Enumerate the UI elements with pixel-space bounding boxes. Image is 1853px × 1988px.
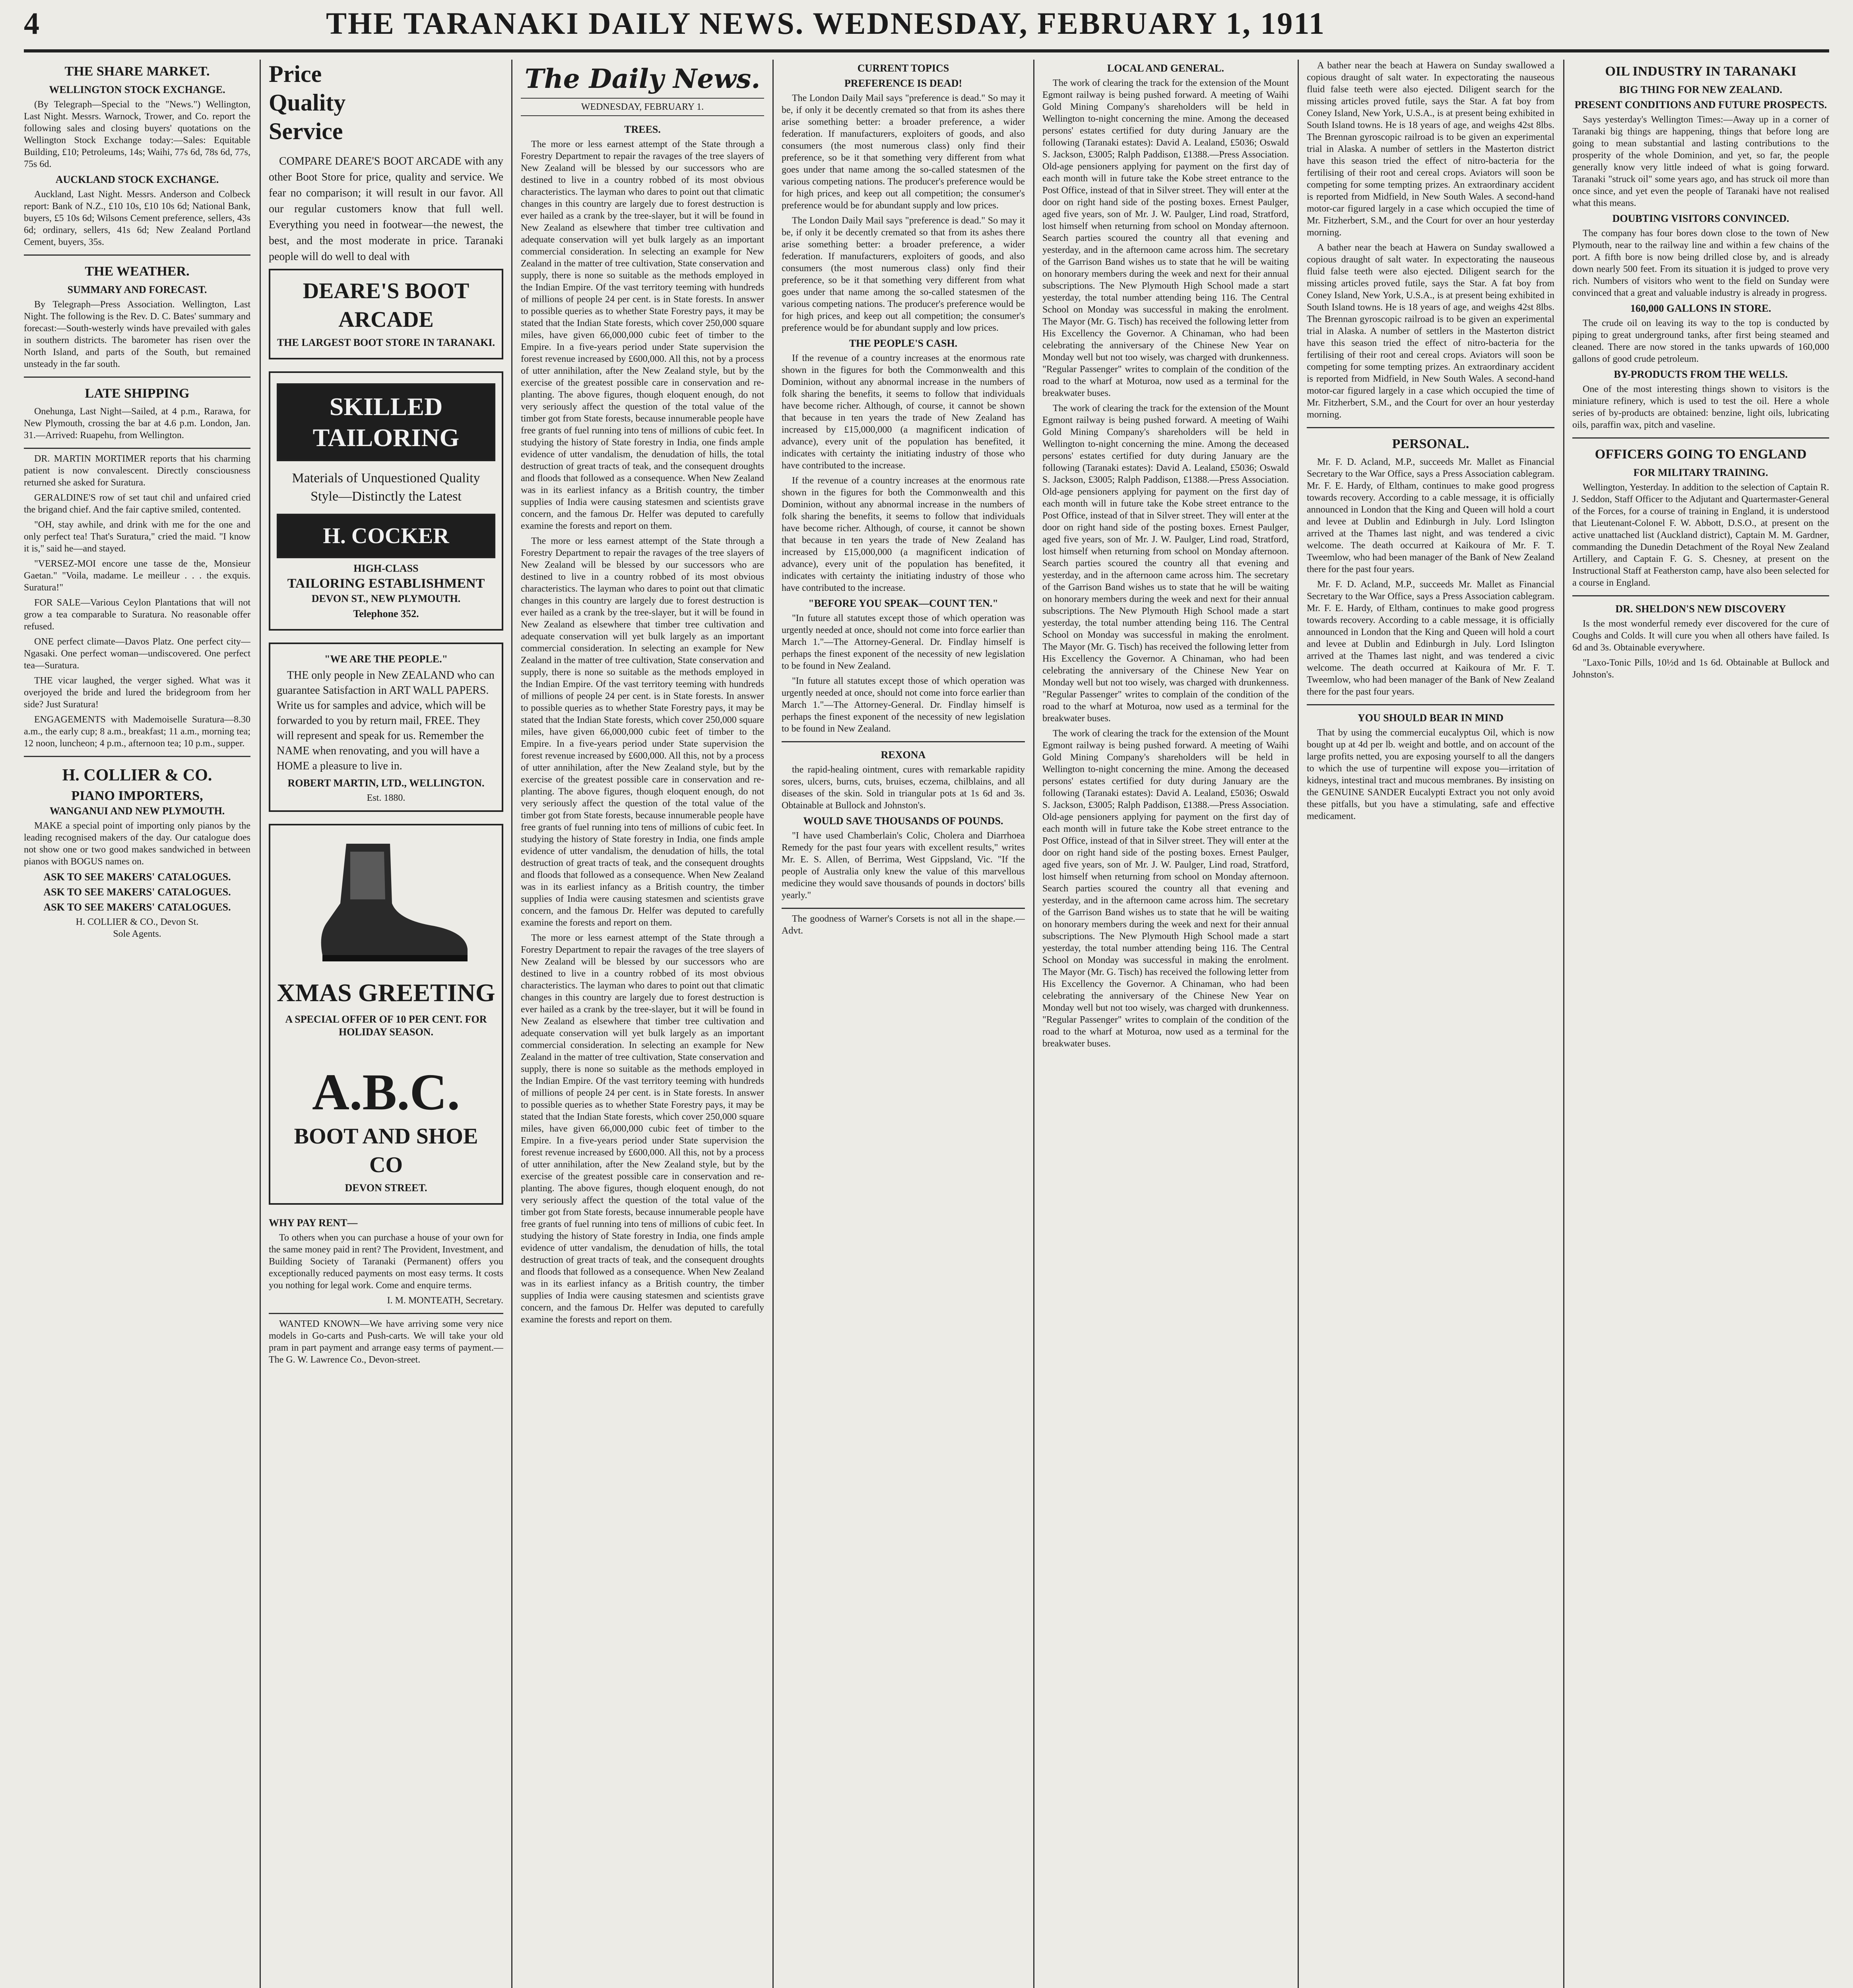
weather-text: By Telegraph—Press Association. Wellington, Last Night. The following is the Rev. D. C. Bates' summary and forecast:—South-westerly winds have prevailed with gales in southern districts. The barometer has risen over the North Island, and parts of the South, but remained unsteady in the far south.	[24, 299, 250, 369]
before-you-speak-text: "In future all statutes except those of which operation was urgently needed at once, should not come into force earlier than March 1."—The Attorney-General. Dr. Findlay himself is perhaps the finest exponent of the necessity of new legislation to be found in New Zealand.	[782, 676, 1025, 734]
oil-text: Says yesterday's Wellington Times:—Away up in a corner of Taranaki big things are happening, things that before long are going to mean substantial and lasting contributions to the prosperity of the whole Dominion, and yet, so far, the people generally know very little indeed of what is going forward. Taranaki "struck oil" some years ago, and has struck oil more than once since, and yet even the people of Taranaki have not realised what this means.	[1572, 115, 1829, 208]
suratura-ad: ENGAGEMENTS with Mademoiselle Suratura—8.30 a.m., the early cup; 8 a.m., breakfast; 11 a.m., morning tea; 12 noon, luncheon; 4 p.m., afternoon tea; 10 p.m., supper.	[24, 714, 250, 749]
collier-ask: ASK TO SEE MAKERS' CATALOGUES.	[43, 901, 231, 913]
would-save-heading: WOULD SAVE THOUSANDS OF POUNDS.	[803, 815, 1003, 827]
share-market-heading: THE SHARE MARKET.	[64, 64, 210, 79]
share-market-subheading: WELLINGTON STOCK EXCHANGE.	[49, 84, 225, 95]
masthead	[24, 6, 1829, 52]
trees-text: The more or less earnest attempt of the State through a Forestry Department to repair the ravages of the tree slayers of New Zealand will be blessed by our successors who are destined to live in a country robbed of its most obvious characteristics. The layman who dares to point out that climatic changes in this country are largely due to forest destruction is ever hailed as a crank by the tree-slayer, but it will be found in New Zealand as elsewhere that timber tree cultivation and adequate conservation will yet bulk largely as an important commercial consideration. In selecting an example for New Zealand in the matter of tree cultivation, State conservation and supply, there is none so suitable as the methods employed in the Indian Empire. Of the vast territory teeming with hundreds of millions of people 24 per cent. is in State forests. In answer to possible queries as to whether State Forestry pays, it may be stated that the Indian State forests, which cover 250,000 square miles, have given 66,000,000 cubic feet of timber to the Empire. In a five-years period under State supervision the forest revenue increased by £600,000. All this, not by a process of utter annihilation, after the New Zealand style, but by the exercise of the greatest possible care in conservation and re-planting. The above figures, though eloquent enough, do not very seriously affect the question of the total value of the timber got from State forests, because innumerable people have free grants of fuel running into tens of millions of cubic feet. In studying the history of State forestry in India, one finds ample evidence of utter vandalism, the denudation of hills, the total destruction of great tracts of teak, and the consequent droughts and floods that followed as a consequence. When New Zealand was in its earliest infancy as a British country, the timber supplies of India were causing statesmen and scientists grave concern, and the famous Dr. Helfer was deputed to carefully examine the forests and report on them.	[521, 536, 764, 928]
people-text: THE only people in New ZEALAND who can guarantee Satisfaction in ART WALL PAPERS. Write us for samples and advice, which will be forwarded to you by return mail, FREE. They will represent and speak for us. Remember the NAME when renovating, and you will have a HOME a pleasure to live in.	[277, 669, 495, 772]
preference-text: The London Daily Mail says "preference is dead." So may it be, if only it be decently cremated so that from its ashes there arise something better: a broader preference, a wider federation. If manufacturers, exploiters of goods, and also consumers (the most numerous class) only find their preference, so be it that something very different from what goes under that name among the so-called statesmen of the various competing nations. The producer's preference would be for high prices, and keep out all competition; the consumer's preference would be for abundant supply and low prices.	[782, 215, 1025, 333]
corsets-ad: The goodness of Warner's Corsets is not all in the shape.—Advt.	[782, 914, 1025, 936]
suratura-ad: FOR SALE—Various Ceylon Plantations that will not grow a tea comparable to Suratura. No reasonable offer refused.	[24, 598, 250, 632]
local-general-text: The work of clearing the track for the extension of the Mount Egmont railway is being pushed forward. A meeting of Waihi Gold Mining Company's shareholders will be held in Wellington to-night concerning the mine. Among the deceased persons' estates certified for duty during January are the following (Taranaki estates): David A. Lealand, £5036; Oswald S. Jackson, £3005; Ralph Paddison, £1388.—Press Association. Old-age pensioners applying for payment on the first day of each month will in future take the Kobe street entrance to the Post Office, instead of that in Silver street. They will enter at the door on right hand side of the posting boxes. Ernest Paulger, aged five years, son of Mr. J. W. Paulger, Lind road, Stratford, lost himself when returning from school on Monday afternoon. Search parties scoured the country all that evening and yesterday, and in the afternoon came across him. The secretary of the Garrison Band wishes us to state that he will be waiting on honorary members during the week and next for their annual subscriptions. The New Plymouth High School made a start yesterday, the total number attending being 116. The Central School on Monday was successful in making the enrolment. The Mayor (Mr. G. Tisch) has received the following letter from His Excellency the Governor. A Chinaman, who had been celebrating the anniversary of the Chinese New Year on Monday well but not too wisely, was charged with drunkenness. "Regular Passenger" writes to complain of the condition of the road to the wharf at Moturoa, now used as a terminal for the breakwater buses.	[1042, 403, 1289, 724]
trees-text: The more or less earnest attempt of the State through a Forestry Department to repair the ravages of the tree slayers of New Zealand will be blessed by our successors who are destined to live in a country robbed of its most obvious characteristics. The layman who dares to point out that climatic changes in this country are largely due to forest destruction is ever hailed as a crank by the tree-slayer, but it will be found in New Zealand as elsewhere that timber tree cultivation and adequate conservation will yet bulk largely as an important commercial consideration. In selecting an example for New Zealand in the matter of tree cultivation, State conservation and supply, there is none so suitable as the methods employed in the Indian Empire. Of the vast territory teeming with hundreds of millions of people 24 per cent. is in State forests. In answer to possible queries as to whether State Forestry pays, it may be stated that the Indian State forests, which cover 250,000 square miles, have given 66,000,000 cubic feet of timber to the Empire. In a five-years period under State supervision the forest revenue increased by £600,000. All this, not by a process of utter annihilation, after the New Zealand style, but by the exercise of the greatest possible care in conservation and re-planting. The above figures, though eloquent enough, do not very seriously affect the question of the total value of the timber got from State forests, because innumerable people have free grants of fuel running into tens of millions of cubic feet. In studying the history of State forestry in India, one finds ample evidence of utter vandalism, the denudation of hills, the total destruction of great tracts of teak, and the consequent droughts and floods that followed as a consequence. When New Zealand was in its earliest infancy as a British country, the timber supplies of India were causing statesmen and scientists grave concern, and the famous Dr. Helfer was deputed to carefully examine the forests and report on them.	[521, 139, 764, 531]
suratura-ad: "OH, stay awhile, and drink with me for the one and only perfect tea! That's Suratura," cried the maid. "I know it is," said he—and stayed.	[24, 520, 250, 554]
robert-martin-established: Est. 1880.	[367, 793, 406, 803]
rent-text: To others when you can purchase a house of your own for the same money paid in rent? The Provident, Investment, and Building Society of Taranaki (Permanent) offers you exceptionally reduced payments on most easy terms. It costs you nothing for legal work. Come and enquire terms.	[269, 1233, 503, 1291]
current-topics-heading: CURRENT TOPICS	[857, 62, 949, 74]
column-7	[1572, 60, 1829, 1988]
cocker-address: DEVON ST., NEW PLYMOUTH.	[311, 593, 461, 604]
deare-ad	[269, 269, 503, 359]
suratura-ad: "VERSEZ-MOI encore une tasse de the, Monsieur Gaetan." "Voila, madame. Le meilleur . . . the exquis. Suratura!"	[24, 559, 250, 593]
abc-company: BOOT AND SHOE CO	[294, 1124, 478, 1177]
monteath-signature: I. M. MONTEATH, Secretary.	[387, 1295, 503, 1306]
column-rule	[1563, 60, 1564, 1988]
weather-heading: THE WEATHER.	[85, 264, 190, 279]
cocker-class: HIGH-CLASS	[353, 563, 419, 574]
cocker-establishment: TAILORING ESTABLISHMENT	[287, 576, 485, 591]
quality-word: Quality	[269, 89, 346, 116]
auckland-heading: AUCKLAND STOCK EXCHANGE.	[55, 174, 219, 185]
news-items-text: A bather near the beach at Hawera on Sunday swallowed a copious draught of salt water. In expectorating the nauseous fluid false teeth were also ejected. Diligent search for the missing articles proved futile, says the Star. A fat boy from Coney Island, New York, U.S.A., is at present being exhibited in South Island towns. He is 18 years of age, and weighs 42st 8lbs. The Brennan gyroscopic railroad is to be given an experimental trial in Alaska. A number of settlers in the Masterton district have this season tried the effect of nitro-bacteria for the fertilising of their root and cereal crops. Aviators will soon be competing for some tempting prizes. An extraordinary accident is reported from Midfield, in New South Wales. A second-hand motor-car figured largely in a case which occupied the time of Mr. Fitzherbert, S.M., and the Court for over an hour yesterday morning.	[1307, 60, 1554, 238]
auckland-text: Auckland, Last Night. Messrs. Anderson and Colbeck report: Bank of N.Z., £10 10s, £10 10s 6d; National Bank, buyers, £5 10s 6d; Wilsons Cement preference, sellers, 43s 6d; ordinary, sellers, 41s 6d; New Zealand Portland Cement, buyers, 35s.	[24, 189, 250, 247]
preference-text: The London Daily Mail says "preference is dead." So may it be, if only it be decently cremated so that from its ashes there arise something better: a broader preference, a wider federation. If manufacturers, exploiters of goods, and also consumers (the most numerous class) only find their preference, so be it that something very different from what goes under that name among the so-called statesmen of the various competing nations. The producer's preference would be for high prices, and keep out all competition; the consumer's preference would be for abundant supply and low prices.	[782, 93, 1025, 211]
abc-boot-ad	[269, 824, 503, 1205]
column-3	[521, 60, 764, 1988]
personal-text: Mr. F. D. Acland, M.P., succeeds Mr. Mallet as Financial Secretary to the War Office, says a Press Association cablegram. Mr. F. E. Hardy, of Eltham, continues to make good progress towards recovery. According to a cable message, it is officially announced in London that the King and Queen will hold a court and levee at Dublin and Edinburgh in July. Lord Islington arrived at the Thames last night, and was tendered a civic welcome. The death occurred at Kaikoura of Mr. F. T. Tweemlow, who had been manager of the Bank of New Zealand there for the past four years.	[1307, 457, 1554, 575]
column-1	[24, 60, 250, 1988]
laxo-text: "Laxo-Tonic Pills, 10½d and 1s 6d. Obtainable at Bullock and Johnston's.	[1572, 658, 1829, 680]
abc-logo: A.B.C.	[312, 1064, 460, 1121]
officers-subheading: FOR MILITARY TRAINING.	[1633, 467, 1768, 478]
bear-in-mind-heading: YOU SHOULD BEAR IN MIND	[1358, 712, 1504, 724]
collier-text: MAKE a special point of importing only pianos by the leading recognised makers of the day. Our catalogue does not show one or two good makes sandwiched in between pianos with BOGUS names on.	[24, 821, 250, 867]
newspaper-nameplate: The Daily News.	[524, 63, 761, 94]
collier-subheading: PIANO IMPORTERS,	[71, 788, 203, 803]
local-general-text: The work of clearing the track for the extension of the Mount Egmont railway is being pushed forward. A meeting of Waihi Gold Mining Company's shareholders will be held in Wellington to-night concerning the mine. Among the deceased persons' estates certified for duty during January are the following (Taranaki estates): David A. Lealand, £5036; Oswald S. Jackson, £3005; Ralph Paddison, £1388.—Press Association. Old-age pensioners applying for payment on the first day of each month will in future take the Kobe street entrance to the Post Office, instead of that in Silver street. They will enter at the door on right hand side of the posting boxes. Ernest Paulger, aged five years, son of Mr. J. W. Paulger, Lind road, Stratford, lost himself when returning from school on Monday afternoon. Search parties scoured the country all that evening and yesterday, and in the afternoon came across him. The secretary of the Garrison Band wishes us to state that he will be waiting on honorary members during the week and next for their annual subscriptions. The New Plymouth High School made a start yesterday, the total number attending being 116. The Central School on Monday was successful in making the enrolment. The Mayor (Mr. G. Tisch) has received the following letter from His Excellency the Governor. A Chinaman, who had been celebrating the anniversary of the Chinese New Year on Monday well but not too wisely, was charged with drunkenness. "Regular Passenger" writes to complain of the condition of the road to the wharf at Moturoa, now used as a terminal for the breakwater buses.	[1042, 78, 1289, 398]
gallons-heading: 160,000 GALLONS IN STORE.	[1630, 303, 1772, 314]
byproducts-heading: BY-PRODUCTS FROM THE WELLS.	[1614, 369, 1788, 380]
suratura-ad: THE vicar laughed, the verger sighed. What was it overjoyed the bride and lured the bridegroom from her side? Just Suratura!	[24, 676, 250, 710]
robert-martin: ROBERT MARTIN, LTD., WELLINGTON.	[287, 777, 485, 789]
local-general-text: The work of clearing the track for the extension of the Mount Egmont railway is being pushed forward. A meeting of Waihi Gold Mining Company's shareholders will be held in Wellington to-night concerning the mine. Among the deceased persons' estates certified for duty during January are the following (Taranaki estates): David A. Lealand, £5036; Oswald S. Jackson, £3005; Ralph Paddison, £1388.—Press Association. Old-age pensioners applying for payment on the first day of each month will in future take the Kobe street entrance to the Post Office, instead of that in Silver street. They will enter at the door on right hand side of the posting boxes. Ernest Paulger, aged five years, son of Mr. J. W. Paulger, Lind road, Stratford, lost himself when returning from school on Monday afternoon. Search parties scoured the country all that evening and yesterday, and in the afternoon came across him. The secretary of the Garrison Band wishes us to state that he will be waiting on honorary members during the week and next for their annual subscriptions. The New Plymouth High School made a start yesterday, the total number attending being 116. The Central School on Monday was successful in making the enrolment. The Mayor (Mr. G. Tisch) has received the following letter from His Excellency the Governor. A Chinaman, who had been celebrating the anniversary of the Chinese New Year on Monday well but not too wisely, was charged with drunkenness. "Regular Passenger" writes to complain of the condition of the road to the wharf at Moturoa, now used as a terminal for the breakwater buses.	[1042, 728, 1289, 1049]
column-rule	[1298, 60, 1299, 1988]
cocker-ad	[269, 371, 503, 631]
cocker-name: H. COCKER	[277, 514, 495, 558]
column-4	[782, 60, 1025, 1988]
suratura-ad: GERALDINE'S row of set taut chil and unfaired cried the brigand chief. And the fair captive smiled, contented.	[24, 493, 250, 515]
byproducts-text: One of the most interesting things shown to visitors is the miniature refinery, which is used to test the oil. Here a whole series of by-products are obtained: benzine, light oils, lubricating oils, paraffin wax, pitch and vaseline.	[1572, 384, 1829, 430]
collier-towns: WANGANUI AND NEW PLYMOUTH.	[49, 805, 225, 817]
trees-text: The more or less earnest attempt of the State through a Forestry Department to repair the ravages of the tree slayers of New Zealand will be blessed by our successors who are destined to live in a country robbed of its most obvious characteristics. The layman who dares to point out that climatic changes in this country are largely due to forest destruction is ever hailed as a crank by the tree-slayer, but it will be found in New Zealand as elsewhere that timber tree cultivation and adequate conservation will yet bulk largely as an important commercial consideration. In selecting an example for New Zealand in the matter of tree cultivation, State conservation and supply, there is none so suitable as the methods employed in the Indian Empire. Of the vast territory teeming with hundreds of millions of people 24 per cent. is in State forests. In answer to possible queries as to whether State Forestry pays, it may be stated that the Indian State forests, which cover 250,000 square miles, have given 66,000,000 cubic feet of timber to the Empire. In a five-years period under State supervision the forest revenue increased by £600,000. All this, not by a process of utter annihilation, after the New Zealand style, but by the exercise of the greatest possible care in conservation and re-planting. The above figures, though eloquent enough, do not very seriously affect the question of the total value of the timber got from State forests, because innumerable people have free grants of fuel running into tens of millions of cubic feet. In studying the history of State forestry in India, one finds ample evidence of utter vandalism, the denudation of hills, the total destruction of great tracts of teak, and the consequent droughts and floods that followed as a consequence. When New Zealand was in its earliest infancy as a British country, the timber supplies of India were causing statesmen and scientists grave concern, and the famous Dr. Helfer was deputed to carefully examine the forests and report on them.	[521, 933, 764, 1325]
shipping-heading: LATE SHIPPING	[85, 386, 190, 401]
shipping-text: Onehunga, Last Night—Sailed, at 4 p.m., Rarawa, for New Plymouth, crossing the bar at 4.6 p.m. London, Jan. 31.—Arrived: Ruapehu, from Wellington.	[24, 406, 250, 441]
service-word: Service	[269, 118, 343, 144]
suratura-ad: DR. MARTIN MORTIMER reports that his charming patient is now convalescent. Directly consciousness returned she asked for Suratura.	[24, 454, 250, 488]
collier-heading: H. COLLIER & CO.	[62, 766, 212, 784]
personal-text: Mr. F. D. Acland, M.P., succeeds Mr. Mallet as Financial Secretary to the War Office, says a Press Association cablegram. Mr. F. E. Hardy, of Eltham, continues to make good progress towards recovery. According to a cable message, it is officially announced in London that the King and Queen will hold a court and levee at Dublin and Edinburgh in July. Lord Islington arrived at the Thames last night, and was tendered a civic welcome. The death occurred at Kaikoura of Mr. F. T. Tweemlow, who had been manager of the Bank of New Zealand there for the past four years.	[1307, 579, 1554, 697]
peoples-cash-text: If the revenue of a country increases at the enormous rate shown in the figures for both the Commonwealth and this Dominion, without any abnormal increase in the numbers of folk sharing the benefits, it seems to follow that individuals have become richer. Although, of course, it cannot be shown that because in ten years the trade of New Zealand has increased by £15,000,000 (a magnificent indication of advance), every unit of the population has benefited, it indicates with certainty the initiating industry of those who have contributed to the increase.	[782, 476, 1025, 593]
art-wallpapers-ad	[269, 643, 503, 812]
preference-heading: PREFERENCE IS DEAD!	[844, 78, 962, 89]
column-2	[269, 60, 503, 1988]
column-6	[1307, 60, 1554, 1988]
column-rule	[772, 60, 774, 1988]
before-you-speak-heading: "BEFORE YOU SPEAK—COUNT TEN."	[808, 598, 998, 609]
oil-industry-heading: OIL INDUSTRY IN TARANAKI	[1605, 64, 1797, 79]
share-market-text: (By Telegraph—Special to the "News.") Wellington, Last Night. Messrs. Warnock, Trower, and Co. report the following sales and closing buyers' quotations on the Wellington Stock Exchange today:—Sales: Equitable Building, £10; Petroleums, 14s; Waihi, 77s 6d, 78s 6d, 77s, 75s 6d.	[24, 99, 250, 169]
sheldon-heading: DR. SHELDON'S NEW DISCOVERY	[1615, 603, 1786, 615]
rexona-text: the rapid-healing ointment, cures with remarkable rapidity sores, ulcers, burns, cuts, bruises, eczema, chilblains, and all diseases of the skin. Sold in triangular pots at 1s 6d and 3s. Obtainable at Bullock and Johnston's.	[782, 765, 1025, 811]
rexona-heading: REXONA	[881, 749, 926, 761]
peoples-cash-heading: THE PEOPLE'S CASH.	[849, 338, 958, 349]
collier-ask: ASK TO SEE MAKERS' CATALOGUES.	[43, 871, 231, 883]
rent-heading: WHY PAY RENT—	[269, 1217, 358, 1229]
oil-subheading: PRESENT CONDITIONS AND FUTURE PROSPECTS.	[1574, 99, 1827, 111]
oil-subheading: BIG THING FOR NEW ZEALAND.	[1619, 84, 1783, 95]
editorial-date: WEDNESDAY, FEBRUARY 1.	[521, 98, 764, 116]
boot-illustration-icon	[299, 836, 473, 971]
cocker-telephone: Telephone 352.	[353, 608, 419, 619]
local-general-heading: LOCAL AND GENERAL.	[1107, 62, 1224, 74]
page-number: 4	[24, 6, 39, 41]
sheldon-text: Is the most wonderful remedy ever discovered for the cure of Coughs and Colds. It will cure you when all others have failed. Is 6d and 3s. Obtainable everywhere.	[1572, 619, 1829, 653]
wanted-known-ad: WANTED KNOWN—We have arriving some very nice models in Go-carts and Push-carts. We will take your old pram in part payment and arrange easy terms of payment.—The G. W. Lawrence Co., Devon-street.	[269, 1319, 503, 1365]
doubting-heading: DOUBTING VISITORS CONVINCED.	[1612, 213, 1789, 224]
officers-text: Wellington, Yesterday. In addition to the selection of Captain R. J. Seddon, Staff Officer to the Adjutant and Quartermaster-General of the Forces, for a course of training in England, it is understood that Lieutenant-Colonel F. W. Abbott, D.S.O., at present on the active unattached list (Auckland district), Captain M. M. Gardner, commanding the Dunedin Detachment of the Royal New Zealand Artillery, and Captain F. G. S. Chesney, at present on the Instructional Staff at Featherston camp, have also been selected for a course in England.	[1572, 482, 1829, 588]
doubting-text: The company has four bores down close to the town of New Plymouth, near to the railway line and within a few chains of the port. A fifth bore is now being drilled close by, and is already down nearly 500 feet. From its situation it is judged to prove very rich. Numbers of visitors who went to the field on Sunday were convinced that a great and valuable industry is already in progress.	[1572, 228, 1829, 298]
news-items-text: A bather near the beach at Hawera on Sunday swallowed a copious draught of salt water. In expectorating the nauseous fluid false teeth were also ejected. Diligent search for the missing articles proved futile, says the Star. A fat boy from Coney Island, New York, U.S.A., is at present being exhibited in South Island towns. He is 18 years of age, and weighs 42st 8lbs. The Brennan gyroscopic railroad is to be given an experimental trial in Alaska. A number of settlers in the Masterton district have this season tried the effect of nitro-bacteria for the fertilising of their root and cereal crops. Aviators will soon be competing for some tempting prizes. An extraordinary accident is reported from Midfield, in New South Wales. A second-hand motor-car figured largely in a case which occupied the time of Mr. Fitzherbert, S.M., and the Court for over an hour yesterday morning.	[1307, 243, 1554, 420]
collier-agents: Sole Agents.	[113, 929, 161, 939]
skilled-tailoring: SKILLED TAILORING	[277, 383, 495, 461]
deare-text: COMPARE DEARE'S BOOT ARCADE with any other Boot Store for price, quality and service. We fear no comparison; it will result in our favor. All our regular customers know that full well. Everything you need in footwear—the newest, the best, and the most moderate in price. Taranaki people will do well to deal with	[269, 155, 503, 263]
suratura-ad: ONE perfect climate—Davos Platz. One perfect city—Ngasaki. One perfect woman—undiscovered. One perfect tea—Suratura.	[24, 637, 250, 671]
column-rule	[511, 60, 512, 1988]
xmas-greeting: XMAS GREETING	[277, 978, 495, 1007]
would-save-text: "I have used Chamberlain's Colic, Cholera and Diarrhoea Remedy for the past four years with excellent results," writes Mr. E. S. Allen, of Berrima, West Gippsland, Vic. "If the people of Australia only knew the value of this marvellous medicine they would save thousands of pounds in doctors' bills yearly."	[782, 831, 1025, 901]
abc-street: DEVON STREET.	[345, 1182, 427, 1194]
xmas-offer: A SPECIAL OFFER OF 10 PER CENT. FOR HOLIDAY SEASON.	[285, 1013, 487, 1038]
people-heading: "WE ARE THE PEOPLE."	[324, 653, 448, 665]
deare-name: DEARE'S BOOT ARCADE	[303, 279, 470, 332]
collier-signature: H. COLLIER & CO., Devon St.	[76, 917, 199, 927]
column-rule	[260, 60, 261, 1988]
personal-heading: PERSONAL.	[1392, 437, 1469, 451]
collier-ask: ASK TO SEE MAKERS' CATALOGUES.	[43, 886, 231, 898]
officers-heading: OFFICERS GOING TO ENGLAND	[1595, 447, 1807, 462]
weather-subheading: SUMMARY AND FORECAST.	[67, 284, 207, 295]
trees-heading: TREES.	[624, 124, 661, 135]
before-you-speak-text: "In future all statutes except those of which operation was urgently needed at once, should not come into force earlier than March 1."—The Attorney-General. Dr. Findlay himself is perhaps the finest exponent of the necessity of new legislation to be found in New Zealand.	[782, 613, 1025, 671]
column-rule	[1033, 60, 1034, 1988]
price-word: Price	[269, 61, 322, 87]
column-5	[1042, 60, 1289, 1988]
gallons-text: The crude oil on leaving its way to the top is conducted by piping to great underground tanks, after first being steamed and cleaned. There are now stored in the tanks upwards of 160,000 gallons of good crude petroleum.	[1572, 318, 1829, 364]
skilled-subtitle: Materials of Unquestioned Quality Style—Distinctly the Latest	[292, 471, 480, 504]
deare-tagline: THE LARGEST BOOT STORE IN TARANAKI.	[277, 337, 495, 348]
page-title: THE TARANAKI DAILY NEWS. WEDNESDAY, FEBRUARY 1, 1911	[326, 6, 1326, 41]
peoples-cash-text: If the revenue of a country increases at the enormous rate shown in the figures for both the Commonwealth and this Dominion, without any abnormal increase in the numbers of folk sharing the benefits, it seems to follow that individuals have become richer. Although, of course, it cannot be shown that because in ten years the trade of New Zealand has increased by £15,000,000 (a magnificent indication of advance), every unit of the population has benefited, it indicates with certainty the initiating industry of those who have contributed to the increase.	[782, 353, 1025, 471]
bear-in-mind-text: That by using the commercial eucalyptus Oil, which is now bought up at 4d per lb. weight and bottle, and on account of the large profits netted, you are exposing yourself to all the dangers to which the use of turpentine will expose you—irritation of kidneys, intestinal tract and mucous membranes. By insisting on the GENUINE SANDER Eucalypti Extract you not only avoid these pitfalls, but you have a stimulating, safe and effective medicament.	[1307, 728, 1554, 821]
